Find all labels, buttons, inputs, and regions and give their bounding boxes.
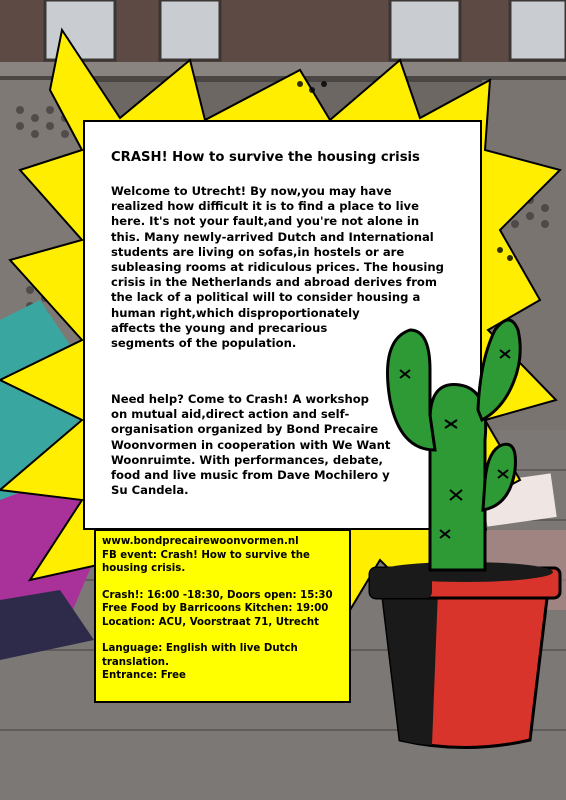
help-line: organisation organized by Bond Precaire bbox=[111, 422, 379, 437]
event-language: Language: English with live Dutch bbox=[102, 643, 298, 654]
intro-line: realized how difficult it is to find a place to live bbox=[111, 199, 419, 214]
flower-pot bbox=[370, 562, 560, 748]
event-location: Location: ACU, Voorstraat 71, Utrecht bbox=[102, 616, 319, 628]
event-language: translation. bbox=[102, 656, 169, 668]
help-line: food and live music from Dave Mochilero y bbox=[111, 468, 390, 483]
help-line: Woonvormen in cooperation with We Want bbox=[111, 437, 391, 452]
intro-line: subleasing rooms at ridiculous prices. The housing bbox=[111, 260, 444, 275]
event-info-text bbox=[102, 535, 347, 683]
intro-line: Welcome to Utrecht! By now,you may have bbox=[111, 184, 392, 198]
intro-line: segments of the population. bbox=[111, 336, 297, 351]
poster-title: CRASH! How to survive the housing crisis bbox=[111, 150, 420, 165]
fb-event-line: housing crisis. bbox=[102, 563, 186, 574]
event-entrance: Entrance: Free bbox=[102, 670, 186, 681]
intro-line: this. Many newly-arrived Dutch and International bbox=[111, 229, 434, 244]
intro-line: the lack of a political will to consider housing a bbox=[111, 290, 421, 305]
fb-event-line: FB event: Crash! How to survive the bbox=[102, 549, 310, 561]
event-times: Crash!: 16:00 -18:30, Doors open: 15:30 bbox=[102, 589, 333, 601]
website-link[interactable]: www.bondprecairewoonvormen.nl bbox=[102, 536, 299, 547]
intro-line: affects the young and precarious bbox=[111, 320, 328, 335]
intro-line: human right,which disproportionately bbox=[111, 305, 360, 320]
event-info-box bbox=[94, 529, 351, 703]
help-line: Need help? Come to Crash! A workshop bbox=[111, 392, 369, 406]
intro-line: here. It's not your fault,and you're not alone in bbox=[111, 214, 420, 229]
intro-line: students are living on sofas,in hostels or are bbox=[111, 244, 405, 259]
intro-line: crisis in the Netherlands and abroad derives from bbox=[111, 275, 437, 290]
event-food: Free Food by Barricoons Kitchen: 19:00 bbox=[102, 603, 329, 614]
help-line: Su Candela. bbox=[111, 483, 189, 498]
help-line: on mutual aid,direct action and self- bbox=[111, 407, 350, 422]
cactus-pot-illustration bbox=[360, 300, 566, 755]
help-line: Woonruimte. With performances, debate, bbox=[111, 452, 383, 467]
